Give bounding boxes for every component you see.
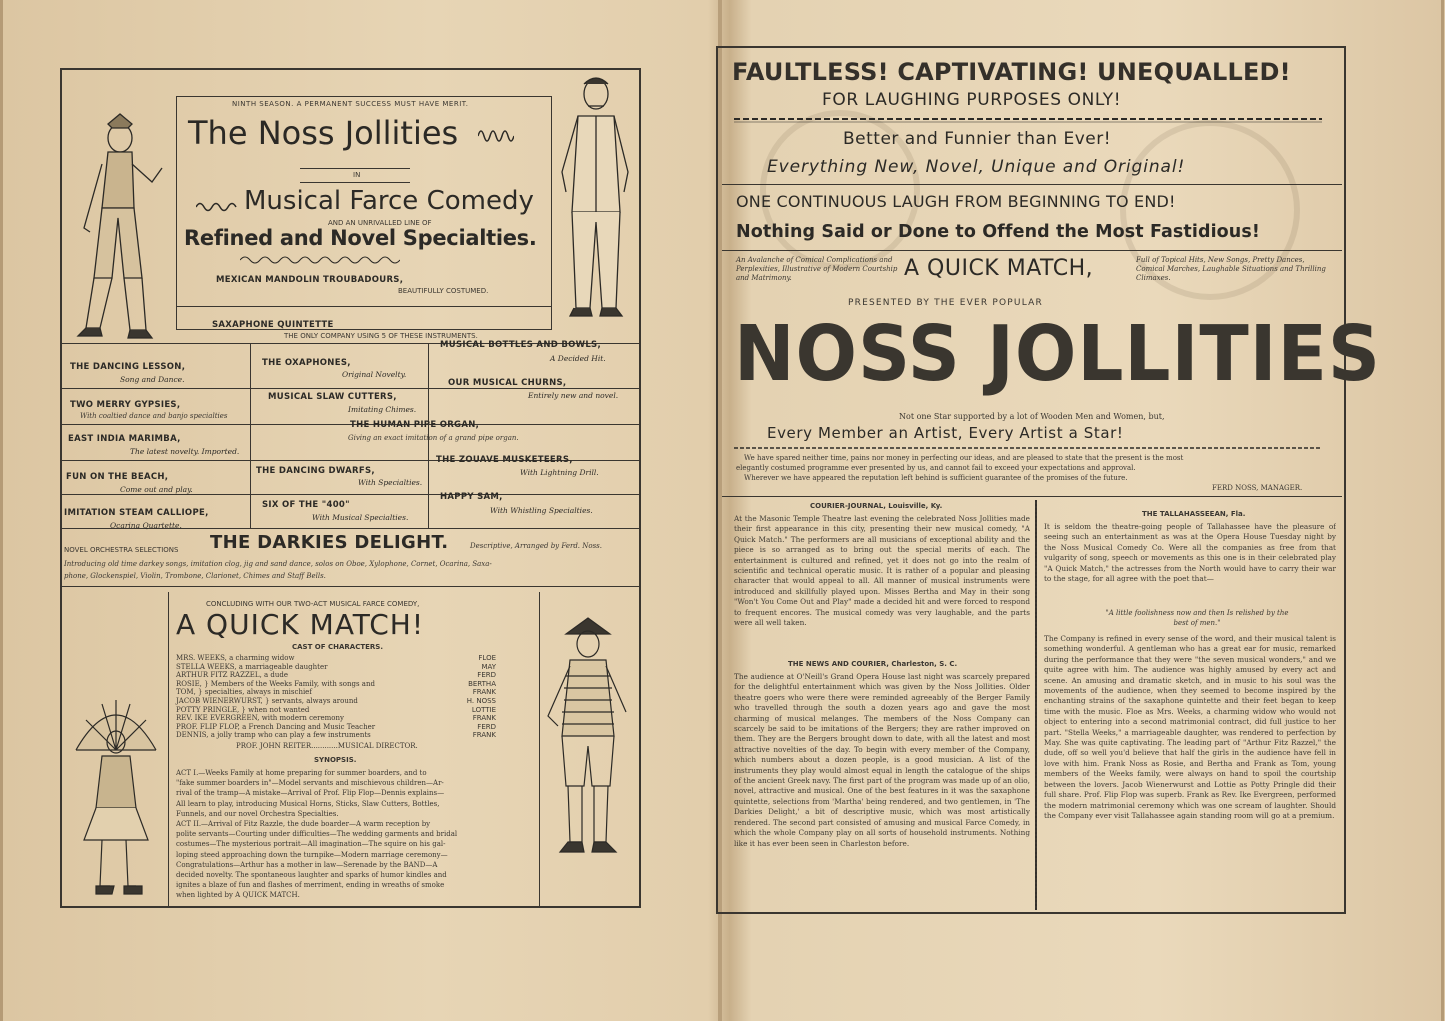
saxophone-desc: THE ONLY COMPANY USING 5 OF THESE INSTRUMENTS.: [284, 332, 478, 340]
act-title: THE OXAPHONES,: [262, 358, 351, 368]
act-desc: Giving an exact imitation of a grand pipe organ.: [348, 434, 519, 442]
act-desc: With Lightning Drill.: [520, 468, 599, 477]
act-desc: Entirely new and novel.: [528, 391, 619, 400]
divider: [60, 586, 641, 587]
synopsis-line: costumes—The mysterious portrait—All imagination—The squire on his gal-: [176, 840, 446, 849]
quick-match-heading: A QUICK MATCH,: [904, 256, 1094, 281]
synopsis-text: [176, 768, 506, 901]
act-title: HAPPY SAM,: [440, 492, 503, 502]
act-desc: With Specialties.: [358, 478, 423, 487]
cast-actor: FERD: [477, 722, 496, 731]
divider: [60, 494, 641, 495]
nothing-said: Nothing Said or Done to Offend the Most Fastidious!: [736, 222, 1260, 242]
jester-illustration: [540, 616, 636, 860]
act-desc: Imitating Chimes.: [348, 405, 417, 414]
synopsis-line: "fake summer boarders in"—Model servants and mischievous children—Ar-: [176, 779, 444, 788]
cast-role: ROSIE, } Members of the Weeks Family, with songs and: [176, 679, 375, 688]
act-title: THE HUMAN PIPE ORGAN,: [350, 420, 480, 430]
saxophone-title: SAXAPHONE QUINTETTE: [212, 320, 334, 330]
synopsis-line: rival of the tramp—A mistake—Arrival of Prof. Flip Flop—Dennis explains—: [176, 789, 445, 798]
act-title: THE DANCING DWARFS,: [256, 466, 375, 476]
cast-row: [176, 731, 496, 740]
act-desc: Ocarina Quartette.: [110, 521, 182, 530]
and-line: AND AN UNRIVALLED LINE OF: [328, 219, 432, 227]
cast-row: [176, 688, 496, 697]
mandolin-title: MEXICAN MANDOLIN TROUBADOURS,: [216, 275, 404, 285]
review-head: THE NEWS AND COURIER, Charleston, S. C.: [788, 660, 958, 668]
subtitle-musical-farce: Musical Farce Comedy: [244, 186, 534, 216]
divider: [60, 388, 641, 389]
act-title: SIX OF THE "400": [262, 500, 350, 510]
darkies-delight-title: THE DARKIES DELIGHT.: [210, 532, 449, 553]
cast-actor: FRANK: [472, 688, 496, 697]
act-desc: With Whistling Specialties.: [490, 506, 593, 515]
specialties-heading: Refined and Novel Specialties.: [184, 226, 537, 250]
column-rule-ornament: [1032, 500, 1040, 910]
cast-actor: FLOE: [478, 654, 496, 662]
cast-role: REV. IKE EVERGREEN, with modern ceremony: [176, 714, 344, 723]
review-head: THE TALLAHASSEEAN, Fla.: [1142, 510, 1246, 518]
divider: [722, 184, 1342, 185]
divider: [176, 306, 552, 307]
concluding-line: CONCLUDING WITH OUR TWO-ACT MUSICAL FARCE COMEDY,: [206, 600, 420, 608]
cast-actor: BERTHA: [468, 679, 496, 688]
in-rule-top: [300, 168, 410, 169]
synopsis-line: ignites a blaze of fun and flashes of merriment, ending in wreaths of smoke: [176, 881, 445, 890]
fan-girl-illustration: [66, 690, 166, 906]
cast-row: [176, 680, 496, 689]
cast-actor: FRANK: [472, 714, 496, 723]
continuous-laugh: ONE CONTINUOUS LAUGH FROM BEGINNING TO END!: [736, 192, 1176, 211]
act-title: THE DANCING LESSON,: [70, 362, 186, 372]
synopsis-line: ACT I.—Weeks Family at home preparing for summer boarders, and to: [176, 769, 427, 777]
in-label: IN: [353, 171, 361, 179]
synopsis-line: loping steed approaching down the turnpike—Modern marriage ceremony—: [176, 850, 448, 859]
intro-line: Wherever we have appeared the reputation left behind is sufficient guarantee of the promises of the future.: [744, 474, 1128, 482]
cast-role: MRS. WEEKS, a charming widow: [176, 654, 295, 662]
review-quote: "A little foolishness now and then Is relished by the best of men.": [1105, 609, 1289, 627]
divider: [722, 250, 1342, 251]
grid-col: [250, 343, 251, 528]
quick-match-title: A QUICK MATCH!: [176, 608, 425, 641]
cast-role: ARTHUR FITZ RAZZEL, a dude: [176, 671, 289, 680]
soldier-girl-illustration: [68, 108, 172, 340]
cast-actor: FERD: [477, 671, 496, 680]
review-tallahasseean-continued: The Company is refined in every sense of the word, and their musical talent is something wonderful. A gentleman who has a great ear for music, remarked during the performance that they were "the seven musical wonders," and we quite agree with him. The audience was highly amused by every act and scene. An amusing and dramatic sketch, and in music to his soul was the movements of the audience, when they seemed to become inspired by the enchanting strains of the saxaphone quintette and their feet began to keep time with the music. Floe as Mrs. Weeks, a charming widow who would not object to entering into a second matrimonial contract, did full justice to her part. "Stella Weeks," a marriageable daughter, was rendered to perfection by May. She was quite captivating. The leading part of "Arthur Fitz Razzel," the dude, off so well you'd believe that half the girls in the audience have fell in love with him. Frank Noss as Rosie, and Bertha and Frank as Tom, young members of the Weeks family, were always on hand to spoil the courtship between the lovers. Jacob Wienerwurst and Lottie as Potty Pringle did their full share. Prof. Flip Flop was superb. Frank as Rev. Ike Evergreen, performed the modern matrimonial ceremony which was one scream of laughter. Should the Company ever visit Tallahassee again standing room will go at a premium.: [1044, 634, 1336, 820]
noss-jollities-masthead: NOSS JOLLITIES: [734, 310, 1381, 399]
cast-actor: MAY: [481, 662, 496, 671]
cast-role: STELLA WEEKS, a marriageable daughter: [176, 662, 328, 671]
flourish-icon: [478, 124, 514, 148]
darkies-body: Introducing old time darkey songs, imitation clog, jig and sand dance, solos on Oboe, Xylophone, Cornet, Ocarina, Saxa-: [64, 560, 492, 568]
cast-row: [176, 697, 496, 706]
review-news-courier: The audience at O'Neill's Grand Opera House last night was scarcely prepared for the delightful entertainment which was given by the Noss Jollities. Older theatre goers who were there were reminded agreeably of the Berger Family who travelled through the south a dozen years ago and gave the most charming of musical melanges. The members of the Noss Company can scarcely be said to be imitations of the Bergers; they are rather improved on them. They are the Bergers brought down to date, with all the latest and most attractive novelties of the day. To begin with every member of the Company, which numbers about a dozen people, is a good musician. A list of the instruments they play would almost equal in length the catalogue of the ships of the ancient Greek navy. The first part of the program was made up of an olio, novel, attractive and musical. One of the best features in it was the saxaphone quintette, selections from 'Martha' being rendered, and two gentlemen, in 'The Darkies Delight,' a bit of descriptive music, which was most artistically rendered. The second part consisted of amusing and musical Farce Comedy, in which the whole Company play on all sorts of household instruments. Nothing like it has ever been seen in Charleston before.: [734, 672, 1030, 848]
wave-divider: [240, 254, 400, 266]
synopsis-title: SYNOPSIS.: [314, 756, 357, 764]
act-desc: Original Novelty.: [342, 370, 407, 379]
act-desc: Song and Dance.: [120, 375, 185, 384]
ornamental-rule: [734, 444, 1322, 452]
every-member-artist: Every Member an Artist, Every Artist a Star!: [767, 424, 1124, 442]
darkies-desc: Descriptive, Arranged by Ferd. Noss.: [470, 542, 602, 550]
divider: [722, 496, 1342, 497]
cast-actor: H. NOSS: [466, 696, 496, 705]
season-banner: NINTH SEASON. A PERMANENT SUCCESS MUST HAVE MERIT.: [232, 100, 469, 108]
act-title: OUR MUSICAL CHURNS,: [448, 378, 567, 388]
cast-row: [176, 663, 496, 672]
gentleman-illustration: [552, 72, 640, 322]
synopsis-line: ACT II.—Arrival of Fitz Razzle, the dude boarder—A warm reception by: [176, 820, 431, 829]
everything-new: Everything New, Novel, Unique and Original!: [767, 157, 1186, 177]
not-one-star: Not one Star supported by a lot of Wooden Men and Women, but,: [899, 412, 1165, 421]
act-title: IMITATION STEAM CALLIOPE,: [64, 508, 209, 518]
left-page-edge: [0, 0, 3, 1021]
synopsis-line: Congratulations—Arthur has a mother in law—Serenade by the BAND—A: [176, 860, 438, 869]
ornamental-rule: [734, 114, 1322, 124]
cast-row: [176, 723, 496, 732]
act-title: EAST INDIA MARIMBA,: [68, 434, 181, 444]
cast-actor: FRANK: [472, 731, 496, 740]
act-title: MUSICAL SLAW CUTTERS,: [268, 392, 397, 402]
cast-row: [176, 654, 496, 663]
act-desc: With Musical Specialties.: [312, 513, 409, 522]
synopsis-line: Funnels, and our novel Orchestra Specialties.: [176, 809, 339, 818]
flourish-left-icon: [196, 198, 238, 216]
headline-faultless: FAULTLESS! CAPTIVATING! UNEQUALLED!: [732, 58, 1291, 86]
act-desc: A Decided Hit.: [550, 354, 606, 363]
synopsis-line: when lighted by A QUICK MATCH.: [176, 891, 300, 900]
intro-line: elegantly costumed programme ever presented by us, and cannot fail to exceed your expectations and approval.: [736, 464, 1136, 472]
synopsis-line: polite servants—Courting under difficulties—The wedding garments and bridal: [176, 830, 458, 839]
title-noss-jollities: The Noss Jollities: [188, 114, 459, 152]
synopsis-line: All learn to play, introducing Musical Horns, Sticks, Slaw Cutters, Bottles,: [176, 799, 440, 808]
cast-role: POTTY PRINGLE, } when not wanted: [176, 705, 310, 714]
synopsis-line: decided novelty. The spontaneous laughter and sparks of humor kindles and: [176, 871, 447, 880]
avalanche-blurb: An Avalanche of Comical Complications and Perplexities, Illustrative of Modern Courtship and Matrimony.: [736, 256, 898, 282]
cast-list: [176, 654, 496, 740]
cast-row: [176, 706, 496, 715]
presented-by: PRESENTED BY THE EVER POPULAR: [848, 298, 1043, 308]
review-head: COURIER-JOURNAL, Louisville, Ky.: [810, 502, 943, 510]
act-desc: Come out and play.: [120, 485, 193, 494]
act-title: TWO MERRY GYPSIES,: [70, 400, 181, 410]
review-tallahasseean: It is seldom the theatre-going people of Tallahassee have the pleasure of seeing such an entertainment as was at the Opera House Tuesday night by the Noss Musical Comedy Co. Were all the companies as free from that vulgarity of song, speech or movements as this one is in their celebrated play "A Quick Match," the actresses from the North would have to carry their war to the stage, for all agree with the poet that—: [1044, 522, 1336, 584]
cast-role: JACOB WIENERWURST, } servants, always around: [176, 696, 358, 705]
act-desc: With coaltied dance and banjo specialties: [80, 412, 228, 420]
darkies-body: phone, Glockenspiel, Violin, Trombone, Clarionet, Chimes and Staff Bells.: [64, 572, 326, 580]
cast-role: PROF. FLIP FLOP, a French Dancing and Music Teacher: [176, 722, 376, 731]
musical-director: PROF. JOHN REITER............MUSICAL DIRECTOR.: [236, 742, 418, 750]
intro-line: We have spared neither time, pains nor money in perfecting our ideas, and are pleased to state that the present is the most: [744, 454, 1184, 462]
review-courier-journal: At the Masonic Temple Theatre last evening the celebrated Noss Jollities made their first appearance in this city, presenting their new musical comedy, "A Quick Match." The performers are all musicians of exceptional ability and the piece is so arranged as to bring out the special merits of each. The entertainment is cultured and refined, yet it does not go into the realm of scientific and technical operatic music. It is rather of a popular and pleasing character that would appeal to all. All manner of musical instruments were introduced and skillfully played upon. Misses Bertha and May in their song "Won't You Come Out and Play" made a decided hit and were forced to respond to frequent encores. The musical comedy was very laughable, and the parts were all well taken.: [734, 514, 1030, 628]
cast-row: [176, 671, 496, 680]
act-title: MUSICAL BOTTLES AND BOWLS,: [440, 340, 601, 350]
manager-signature: FERD NOSS, MANAGER.: [1212, 484, 1303, 492]
cast-row: [176, 714, 496, 723]
act-title: THE ZOUAVE MUSKETEERS,: [436, 455, 573, 465]
cast-role: TOM, } specialties, always in mischief: [176, 688, 312, 697]
mandolin-desc: BEAUTIFULLY COSTUMED.: [398, 287, 489, 295]
better-funnier: Better and Funnier than Ever!: [843, 129, 1112, 149]
act-desc: The latest novelty. Imported.: [130, 447, 240, 456]
right-page-edge: [1441, 0, 1444, 1021]
cast-role: DENNIS, a jolly tramp who can play a few instruments: [176, 731, 371, 740]
orchestra-label: NOVEL ORCHESTRA SELECTIONS: [64, 546, 179, 554]
cast-actor: LOTTIE: [471, 705, 496, 714]
act-title: FUN ON THE BEACH,: [66, 472, 169, 482]
topical-hits-blurb: Full of Topical Hits, New Songs, Pretty Dances, Comical Marches, Laughable Situations and Thrilling Climaxes.: [1136, 256, 1326, 282]
headline-laughing: FOR LAUGHING PURPOSES ONLY!: [822, 90, 1122, 110]
in-rule-bottom: [300, 182, 410, 183]
cast-title: CAST OF CHARACTERS.: [292, 643, 383, 651]
